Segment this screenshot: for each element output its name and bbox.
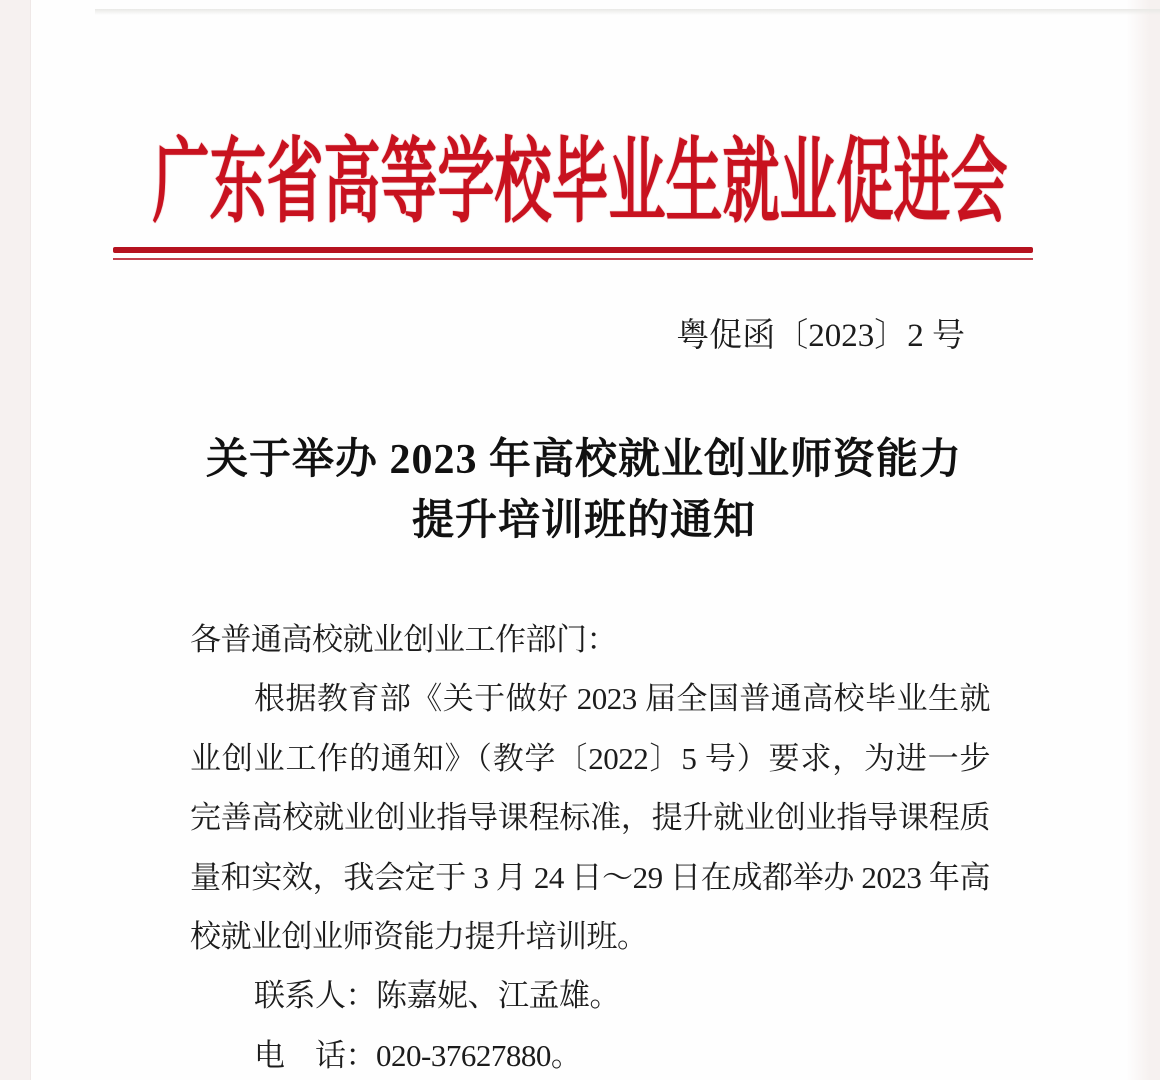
document-title xyxy=(0,430,1160,552)
contact-line xyxy=(190,966,990,1025)
contact-label: 联系人： xyxy=(254,978,376,1014)
letterhead-org-name: 广东省高等学校毕业生就业促进会 xyxy=(152,132,1008,235)
contact-names: 陈嘉妮、江孟雄。 xyxy=(376,978,620,1014)
paragraph-line: 完善高校就业创业指导课程标准，提升就业创业指导课程质 xyxy=(190,800,990,836)
paragraph-line: 量和实效，我会定于 3 月 24 日～29 日在成都举办 2023 年高 xyxy=(190,859,990,895)
paragraph-line: 校就业创业师资能力提升培训班。 xyxy=(190,918,648,954)
paragraph-line: 业创业工作的通知》（教学〔2022〕5 号）要求，为进一步 xyxy=(190,740,990,776)
letterhead-divider xyxy=(113,247,1033,261)
divider-thick-line xyxy=(113,247,1033,253)
scan-edge-top-shadow xyxy=(95,9,1160,15)
document-title-line1: 关于举办 2023 年高校就业创业师资能力 xyxy=(205,437,962,483)
document-reference-number: 粤促函〔2023〕2 号 xyxy=(676,318,965,354)
phone-label: 电 话： xyxy=(254,1037,376,1073)
phone-line xyxy=(190,1026,990,1080)
document-title-line2: 提升培训班的通知 xyxy=(411,498,756,544)
paragraph-line: 根据教育部《关于做好 2023 届全国普通高校毕业生就 xyxy=(254,681,990,717)
document-body xyxy=(190,610,990,1080)
divider-thin-line xyxy=(113,258,1033,260)
salutation-line: 各普通高校就业创业工作部门： xyxy=(190,622,617,657)
phone-number: 020-37627880。 xyxy=(376,1037,582,1073)
